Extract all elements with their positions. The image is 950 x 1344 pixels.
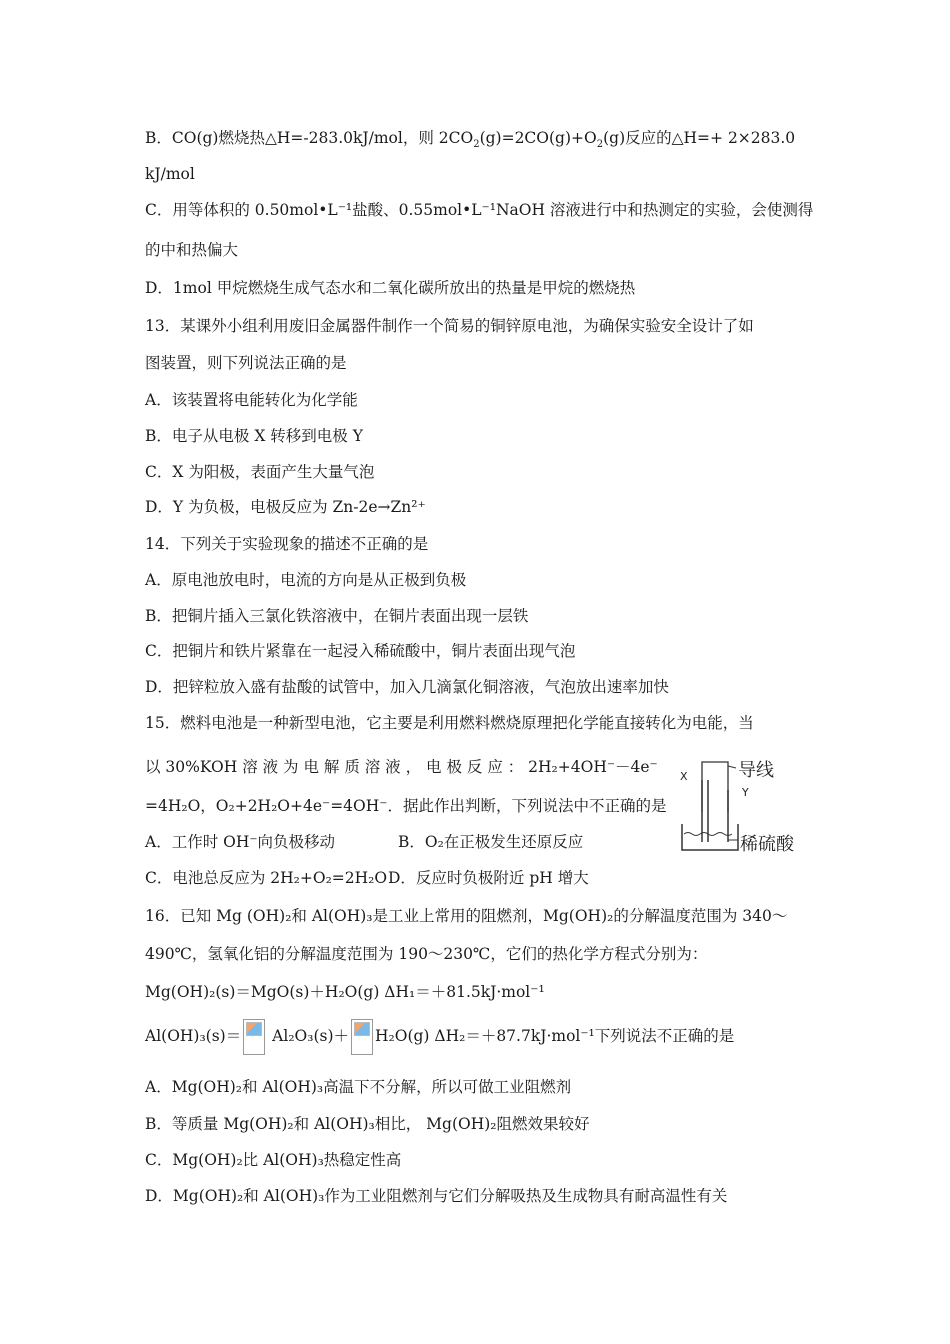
q16-option-c: C．Mg(OH)₂比 Al(OH)₃热稳定性高 [145, 1151, 402, 1169]
q14-stem: 14．下列关于实验现象的描述不正确的是 [145, 535, 429, 553]
q14-option-d: D．把锌粒放入盛有盐酸的试管中，加入几滴氯化铜溶液，气泡放出速率加快 [145, 678, 669, 696]
missing-image-icon [351, 1019, 373, 1055]
q12-option-b-line2: kJ/mol [145, 165, 195, 183]
q12-option-b-line1: B．CO(g)燃烧热△H=-283.0kJ/mol，则 $2CO_2(g)=2CO(g)+O_2(g)$反应的△H=+ 2×283.0 [145, 129, 796, 151]
q13-option-a: A．该装置将电能转化为化学能 [145, 391, 358, 409]
label-acid: 稀硫酸 [740, 834, 794, 855]
q16-stem-line1: 16．已知 Mg (OH)₂和 Al(OH)₃是工业上常用的阻燃剂，Mg(OH)₂的分解温度范围为 340～ [145, 907, 788, 925]
wire-pointer [728, 766, 736, 768]
label-wire: 导线 [738, 760, 774, 781]
q14-option-b: B．把铜片插入三氯化铁溶液中，在铜片表面出现一层铁 [145, 607, 529, 625]
q12-option-c-line2: 的中和热偏大 [145, 241, 239, 259]
q16-equation-1: Mg(OH)₂(s)＝MgO(s)＋H₂O(g) ΔH₁＝＋81.5kJ·mol⁻¹ [145, 983, 545, 1001]
q13-stem-line1: 13．某课外小组利用废旧金属器件制作一个简易的铜锌原电池，为确保实验安全设计了如 [145, 317, 754, 335]
q16-option-a: A．Mg(OH)₂和 Al(OH)₃高温下不分解，所以可做工业阻燃剂 [145, 1078, 572, 1096]
q12-option-c-line1: C．用等体积的 0.50mol•L⁻¹盐酸、0.55mol•L⁻¹NaOH 溶液进行中和热测定的实验，会使测得 [145, 201, 814, 219]
q15-stem-line3: =4H₂O，O₂+2H₂O+4e⁻=4OH⁻．据此作出判断，下列说法中不正确的是 [145, 797, 667, 815]
missing-image-icon [243, 1019, 265, 1055]
q13-option-d: D．Y 为负极，电极反应为 Zn-2e→Zn²⁺ [145, 498, 426, 516]
q14-option-c: C．把铜片和铁片紧靠在一起浸入稀硫酸中，铜片表面出现气泡 [145, 642, 576, 660]
q16-option-d: D．Mg(OH)₂和 Al(OH)₃作为工业阻燃剂与它们分解吸热及生成物具有耐高温性有关 [145, 1187, 728, 1205]
q15-option-c: C．电池总反应为 2H₂+O₂=2H₂O [145, 869, 388, 887]
q12-option-d: D．1mol 甲烷燃烧生成气态水和二氧化碳所放出的热量是甲烷的燃烧热 [145, 279, 636, 297]
q15-stem-line1: 15．燃料电池是一种新型电池，它主要是利用燃料燃烧原理把化学能直接转化为电能，当 [145, 714, 754, 732]
q16-option-b: B．等质量 Mg(OH)₂和 Al(OH)₃相比， Mg(OH)₂阻燃效果较好 [145, 1115, 590, 1133]
beaker [682, 824, 738, 850]
q14-option-a: A．原电池放电时，电流的方向是从正极到负极 [145, 571, 467, 589]
q15-option-b: B．O₂在正极发生还原反应 [398, 833, 584, 851]
label-y: Y [742, 786, 749, 799]
q13-option-b: B．电子从电极 X 转移到电极 Y [145, 427, 363, 445]
q13-stem-line2: 图装置，则下列说法正确的是 [145, 354, 347, 372]
q15-option-d: D．反应时负极附近 pH 增大 [388, 869, 589, 887]
q15-stem-line2: 以 30%KOH 溶 液 为 电 解 质 溶 液 ， 电 极 反 应 ： 2H₂+4OH⁻－4e⁻ [145, 758, 658, 776]
galvanic-cell-figure [672, 750, 812, 860]
q16-equation-2: Al(OH)₃(s)＝ Al₂O₃(s)＋ H₂O(g) ΔH₂＝＋87.7kJ·mol⁻¹下列说法不正确的是 [145, 1016, 734, 1056]
q13-option-c: C．X 为阳极，表面产生大量气泡 [145, 463, 375, 481]
q15-option-a: A．工作时 OH⁻向负极移动 [145, 833, 336, 851]
wire-line [702, 762, 728, 812]
q16-stem-line2: 490℃，氢氧化铝的分解温度范围为 190～230℃，它们的热化学方程式分别为： [145, 945, 708, 963]
label-x: X [680, 770, 688, 783]
